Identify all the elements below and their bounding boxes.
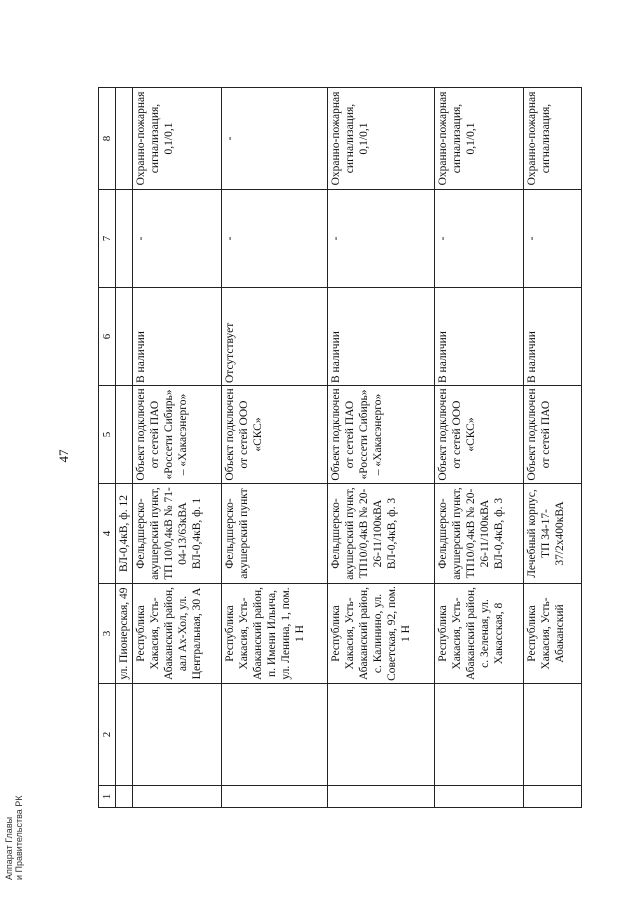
table-row — [328, 88, 434, 808]
cell-connection: Объект подключен от сетей ПАО «Россети Сибирь» – «Хакасэнерго» — [133, 386, 222, 484]
cell-col2 — [222, 684, 328, 786]
cell-col8: Охранно-пожарная сигнализация, — [524, 88, 582, 190]
cell-col2 — [524, 684, 582, 786]
cell-num — [222, 786, 328, 808]
cell-col2 — [434, 684, 523, 786]
cell-address: Республика Хакасия, Усть-Абаканский район, п. Имени Ильича, ул. Ленина, 1, пом. 1 Н — [222, 584, 328, 684]
header-row — [99, 88, 116, 808]
cell-address: Республика Хакасия, Усть-Абаканский район, с. Зеленая, ул. Хакасская, 8 — [434, 584, 523, 684]
cell-connection: Объект подключен от сетей ООО «СКС» — [222, 386, 328, 484]
data-table — [98, 87, 582, 808]
cell-connection — [116, 386, 133, 484]
cell-availability — [116, 288, 133, 386]
cell-col7 — [116, 190, 133, 288]
cell-availability: В наличии — [434, 288, 523, 386]
cell-connection: Объект подключен от сетей ПАО «Россети Сибирь» – «Хакасэнерго» — [328, 386, 434, 484]
cell-num — [133, 786, 222, 808]
cell-col2 — [116, 684, 133, 786]
cell-object: Лечебный корпус, ТП 34-17-37/2х400кВА — [524, 484, 582, 584]
cell-col7: - — [133, 190, 222, 288]
header-cell: 6 — [99, 288, 116, 386]
cell-object: Фельдшерско-акушерский пункт — [222, 484, 328, 584]
table-row — [133, 88, 222, 808]
cell-availability: В наличии — [524, 288, 582, 386]
table-row — [434, 88, 523, 808]
footer-line-2: и Правительства РК — [14, 795, 24, 880]
header-cell: 2 — [99, 684, 116, 786]
header-cell: 8 — [99, 88, 116, 190]
cell-num — [328, 786, 434, 808]
rotated-table-container — [98, 88, 582, 808]
footer-stamp — [4, 760, 24, 880]
cell-availability: В наличии — [328, 288, 434, 386]
table-row — [116, 88, 133, 808]
cell-col7: - — [222, 190, 328, 288]
cell-col2 — [328, 684, 434, 786]
table-row — [524, 88, 582, 808]
cell-num — [524, 786, 582, 808]
cell-availability: Отсутствует — [222, 288, 328, 386]
table-row — [222, 88, 328, 808]
cell-address: ул. Пионерская, 49 — [116, 584, 133, 684]
header-cell: 5 — [99, 386, 116, 484]
cell-object: ВЛ-0,4кВ, ф. 12 — [116, 484, 133, 584]
footer-line-1: Аппарат Главы — [4, 816, 14, 880]
cell-col7: - — [328, 190, 434, 288]
cell-col8: Охранно-пожарная сигнализация, 0,1/0,1 — [434, 88, 523, 190]
cell-address: Республика Хакасия, Усть-Абаканский район, с. Калинино, ул. Советская, 92, пом. 1 Н — [328, 584, 434, 684]
cell-object: Фельдшерско-акушерский пункт, ТП10/0,4кВ № 20-26-11/100кВА ВЛ-0,4кВ, ф. 3 — [434, 484, 523, 584]
cell-object: Фельдшерско-акушерский пункт, ТП 10/0,4кВ № 71-04-13/63кВА ВЛ-0,4кВ, ф. 1 — [133, 484, 222, 584]
header-cell: 7 — [99, 190, 116, 288]
page-number: 47 — [56, 449, 71, 463]
cell-col8: Охранно-пожарная сигнализация, 0,1/0,1 — [328, 88, 434, 190]
header-cell: 1 — [99, 786, 116, 808]
cell-col8: Охранно-пожарная сигнализация, 0,1/0,1 — [133, 88, 222, 190]
header-cell: 4 — [99, 484, 116, 584]
cell-col8: - — [222, 88, 328, 190]
cell-num — [116, 786, 133, 808]
cell-col8 — [116, 88, 133, 190]
header-cell: 3 — [99, 584, 116, 684]
cell-address: Республика Хакасия, Усть-Абаканский район, аал Ах-Хол, ул. Центральная, 30 А — [133, 584, 222, 684]
cell-connection: Объект подключен от сетей ПАО — [524, 386, 582, 484]
cell-address: Республика Хакасия, Усть-Абаканский — [524, 584, 582, 684]
cell-num — [434, 786, 523, 808]
cell-availability: В наличии — [133, 288, 222, 386]
cell-col7: - — [434, 190, 523, 288]
cell-col7: - — [524, 190, 582, 288]
cell-connection: Объект подключен от сетей ООО «СКС» — [434, 386, 523, 484]
cell-object: Фельдшерско-акушерский пункт, ТП10/0,4кВ № 20-26-11/100кВА ВЛ-0,4кВ, ф. 3 — [328, 484, 434, 584]
cell-col2 — [133, 684, 222, 786]
